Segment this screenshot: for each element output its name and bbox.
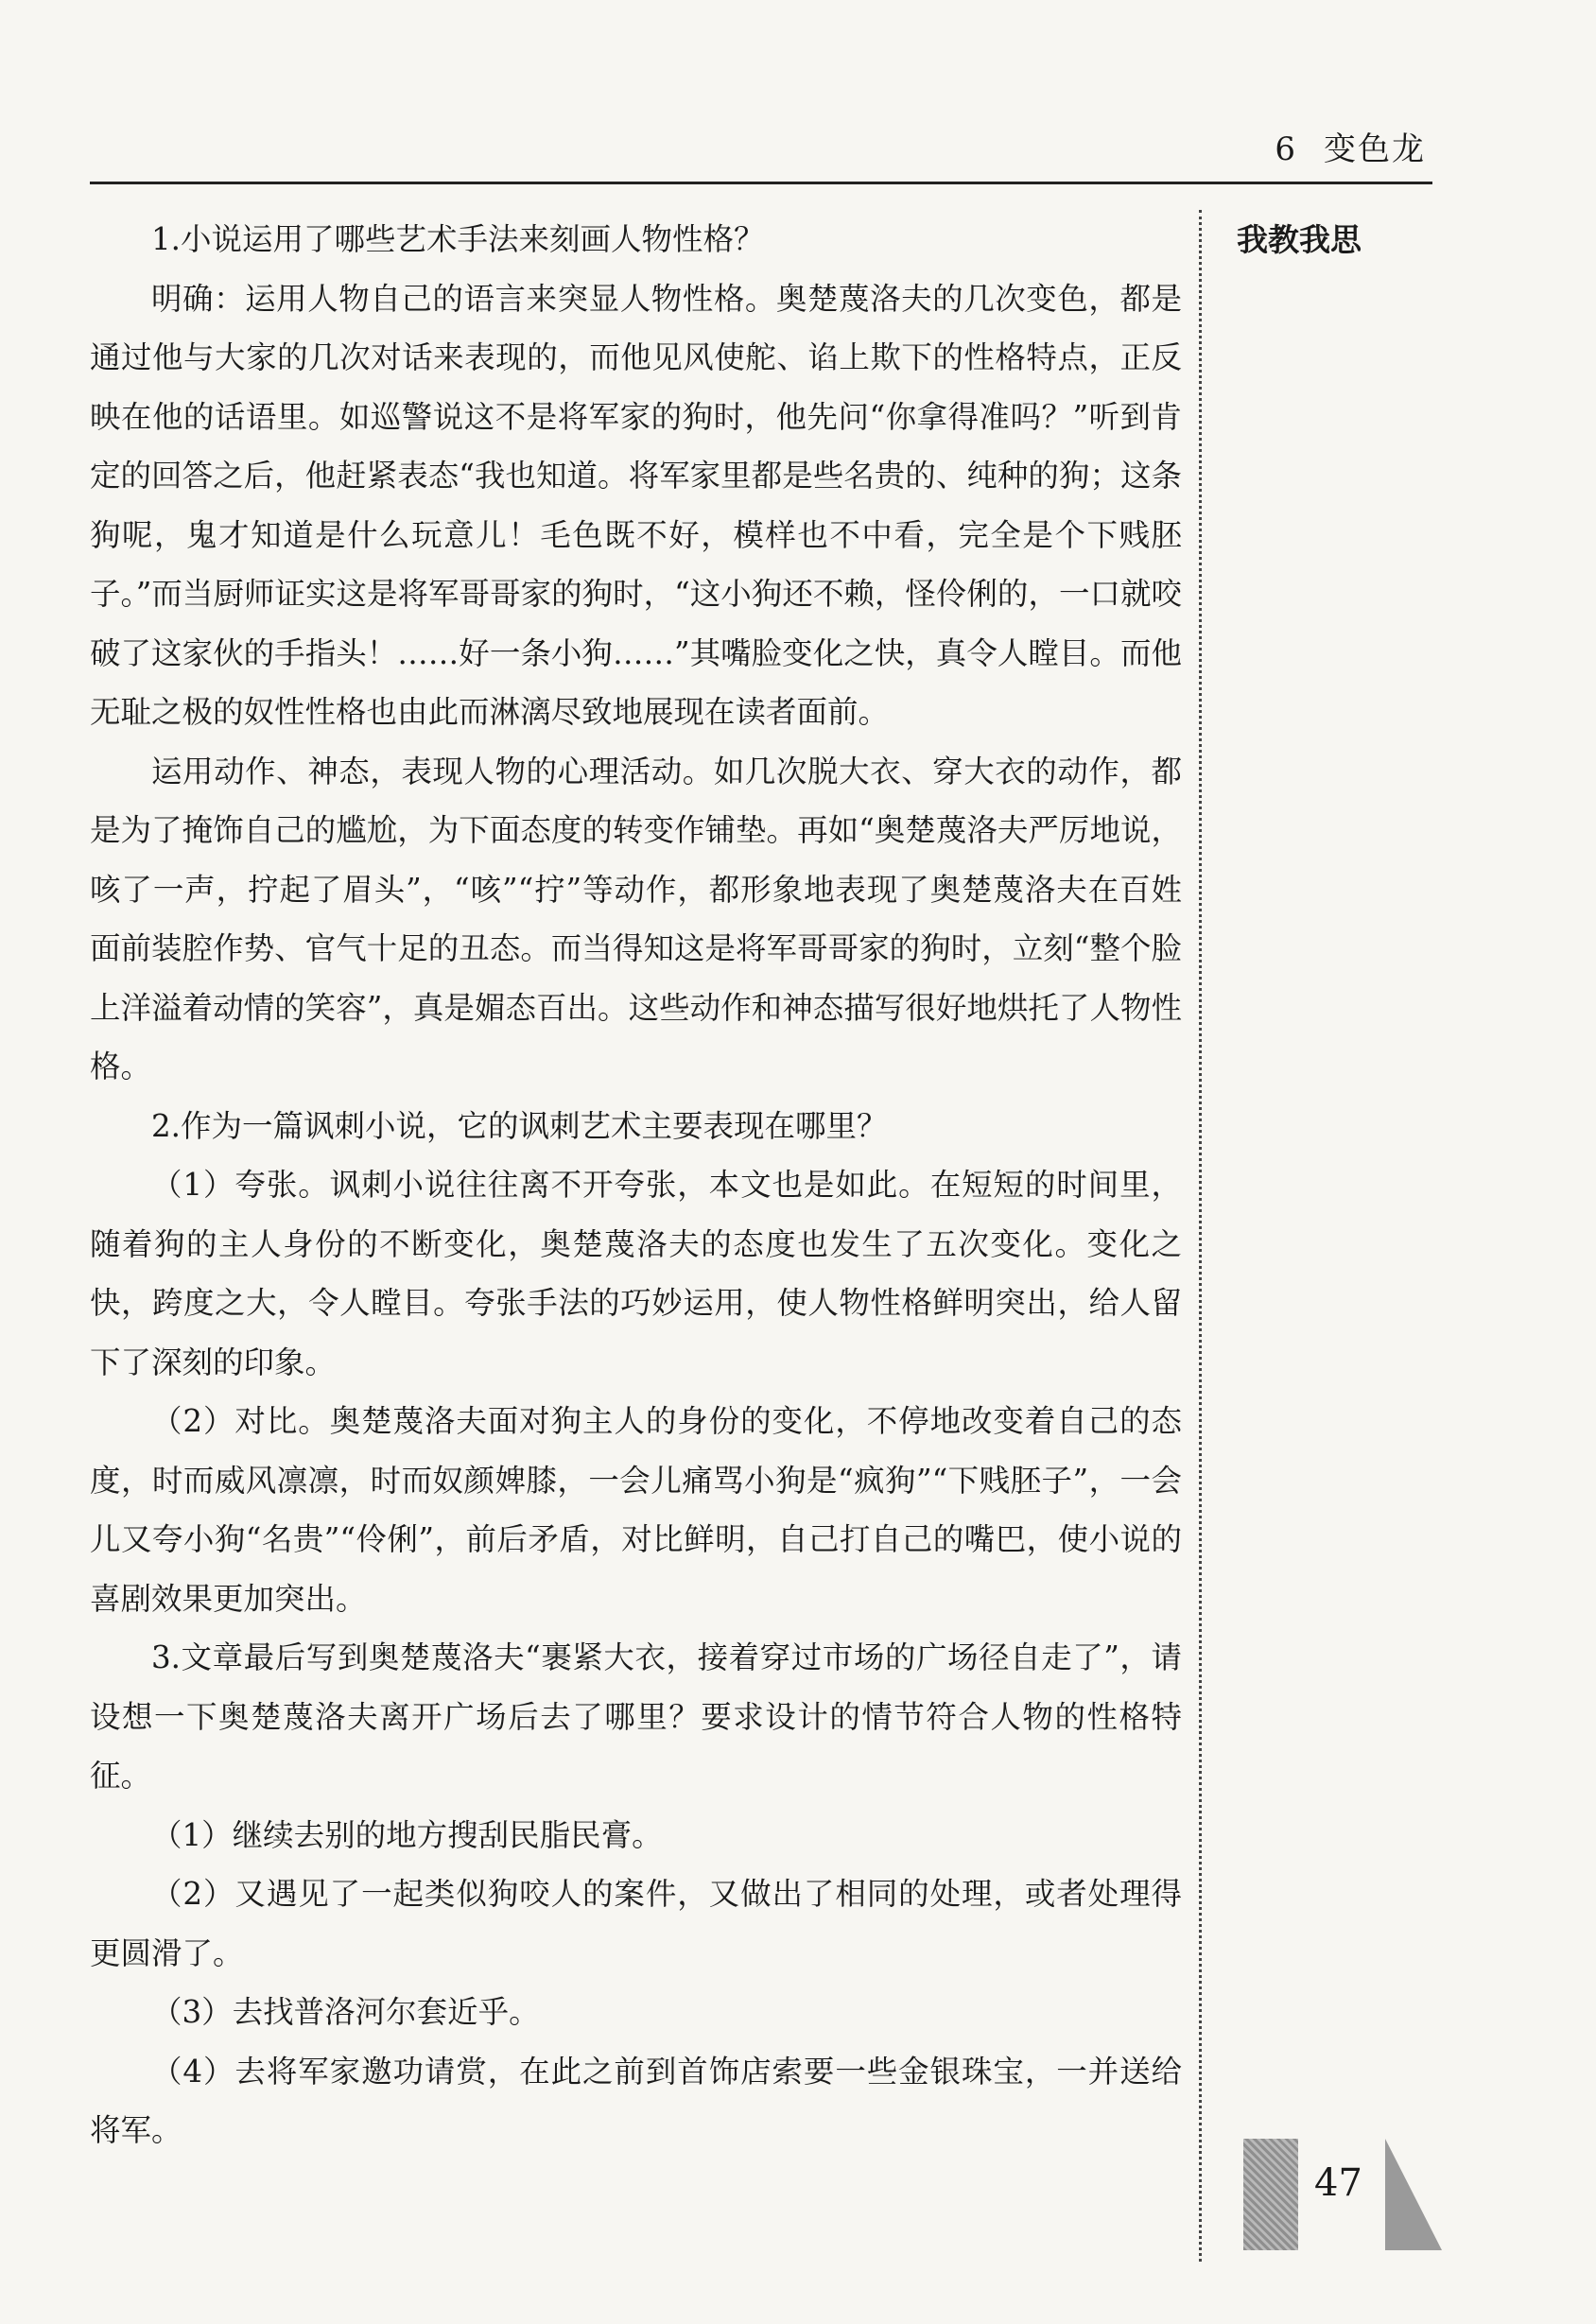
margin-divider xyxy=(1199,210,1202,2262)
page-tab-decoration xyxy=(1243,2139,1298,2250)
answer-paragraph: 运用动作、神态，表现人物的心理活动。如几次脱大衣、穿大衣的动作，都是为了掩饰自己的尴尬，为下面态度的转变作铺垫。再如“奥楚蔑洛夫严厉地说，咳了一声，拧起了眉头”，“咳”“拧”等动作，都形象地表现了奥楚蔑洛夫在百姓面前装腔作势、官气十足的丑态。而当得知这是将军哥哥家的狗时，立刻“整个脸上洋溢着动情的笑容”，真是媚态百出。这些动作和神态描写很好地烘托了人物性格。 xyxy=(90,753,1182,1084)
answer-item: （4）去将军家邀功请赏，在此之前到首饰店索要一些金银珠宝，一并送给将军。 xyxy=(90,2053,1182,2148)
chapter-number: 6 xyxy=(1275,130,1297,168)
question-2: 2.作为一篇讽刺小说，它的讽刺艺术主要表现在哪里？ xyxy=(151,1107,888,1144)
question-3: 3.文章最后写到奥楚蔑洛夫“裹紧大衣，接着穿过市场的广场径自走了”，请设想一下奥楚蔑洛夫离开广场后去了哪里？要求设计的情节符合人物的性格特征。 xyxy=(90,1639,1182,1794)
answer-paragraph: 明确：运用人物自己的语言来突显人物性格。奥楚蔑洛夫的几次变色，都是通过他与大家的几次对话来表现的，而他见风使舵、谄上欺下的性格特点，正反映在他的话语里。如巡警说这不是将军家的狗时，他先问“你拿得准吗？”听到肯定的回答之后，他赶紧表态“我也知道。将军家里都是些名贵的、纯种的狗；这条狗呢，鬼才知道是什么玩意儿！毛色既不好，模样也不中看，完全是个下贱胚子。”而当厨师证实这是将军哥哥家的狗时，“这小狗还不赖，怪伶俐的，一口就咬破了这家伙的手指头！……好一条小狗……”其嘴脸变化之快，真令人瞠目。而他无耻之极的奴性性格也由此而淋漓尽致地展现在读者面前。 xyxy=(90,280,1182,730)
chapter-title: 变色龙 xyxy=(1324,130,1426,168)
answer-paragraph: （2）对比。奥楚蔑洛夫面对狗主人的身份的变化，不停地改变着自己的态度，时而威风凛凛，时而奴颜婢膝，一会儿痛骂小狗是“疯狗”“下贱胚子”，一会儿又夸小狗“名贵”“伶俐”，前后矛盾，对比鲜明，自己打自己的嘴巴，使小说的喜剧效果更加突出。 xyxy=(90,1403,1182,1617)
answer-item: （2）又遇见了一起类似狗咬人的案件，又做出了相同的处理，或者处理得更圆滑了。 xyxy=(90,1876,1182,1971)
page-number: 47 xyxy=(1314,2161,1362,2205)
running-header xyxy=(1275,123,1426,169)
answer-item: （3）去找普洛河尔套近乎。 xyxy=(151,1994,540,2030)
answer-item: （1）继续去别的地方搜刮民脂民膏。 xyxy=(151,1816,663,1853)
question-1: 1.小说运用了哪些艺术手法来刻画人物性格？ xyxy=(151,221,765,257)
main-text xyxy=(90,210,1182,2160)
answer-paragraph: （1）夸张。讽刺小说往往离不开夸张，本文也是如此。在短短的时间里，随着狗的主人身份的不断变化，奥楚蔑洛夫的态度也发生了五次变化。变化之快，跨度之大，令人瞠目。夸张手法的巧妙运用，使人物性格鲜明突出，给人留下了深刻的印象。 xyxy=(90,1167,1182,1380)
header-rule xyxy=(90,182,1432,184)
corner-triangle-decoration xyxy=(1385,2139,1442,2250)
sidebar-label: 我教我思 xyxy=(1237,221,1362,258)
